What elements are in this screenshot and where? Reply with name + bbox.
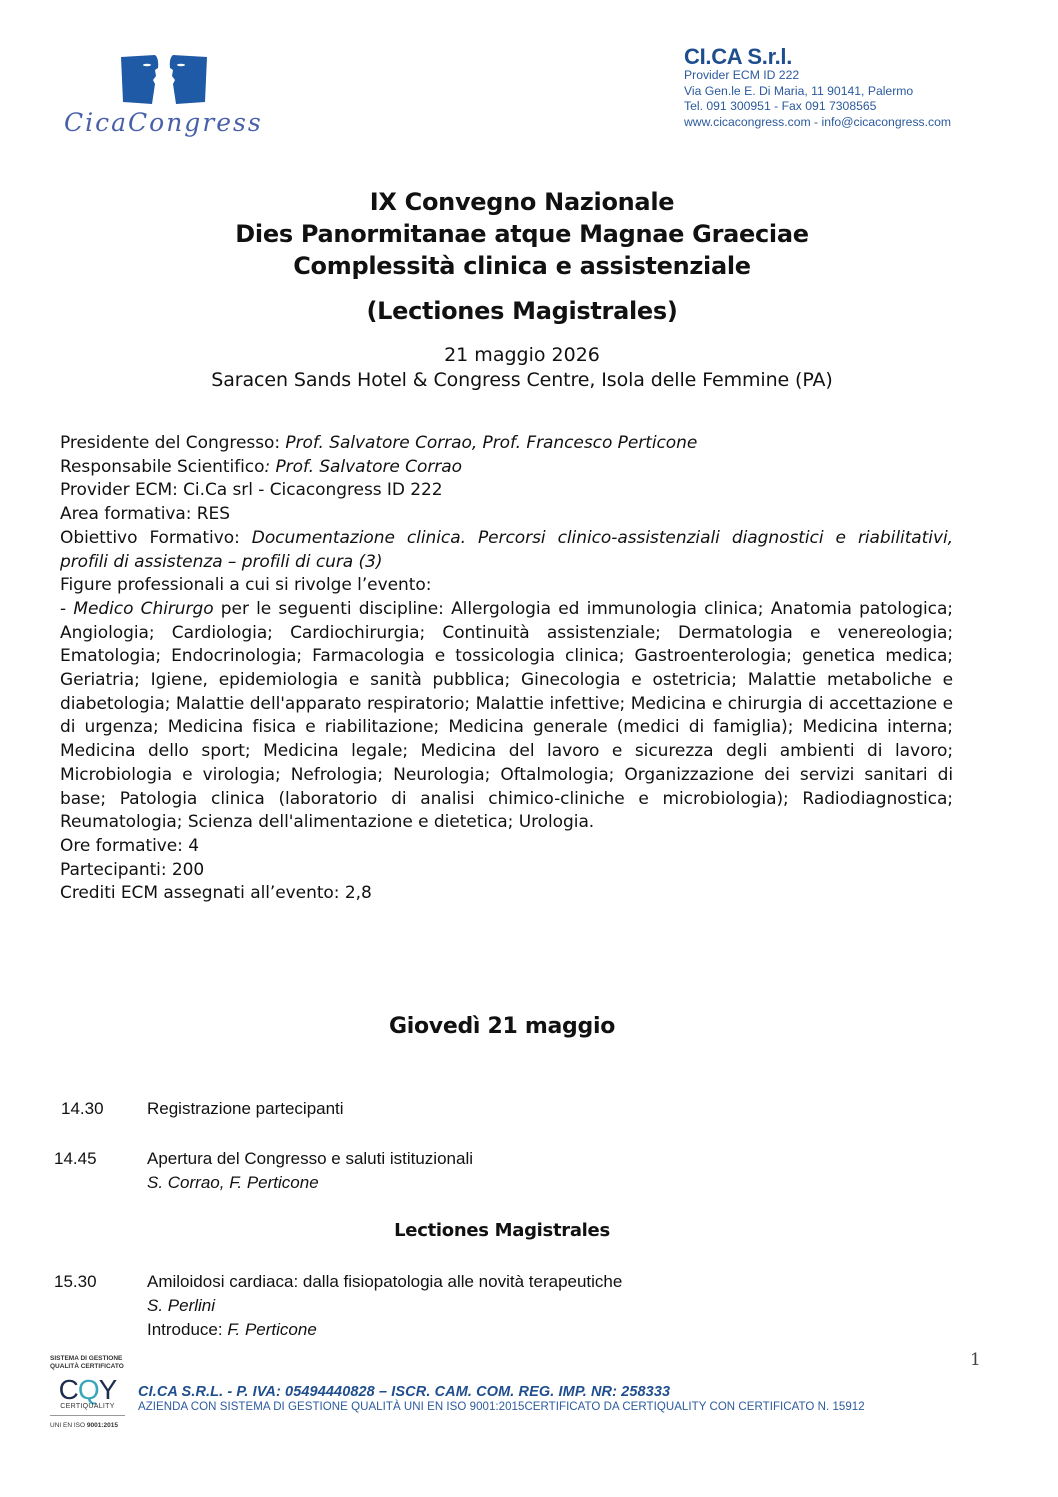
area-formativa: Area formativa: RES [60,504,230,525]
provider-phone: Tel. 091 300951 - Fax 091 7308565 [684,99,877,113]
certiquality-logo [50,1355,125,1429]
scientific-value: : Prof. Salvatore Corrao [264,456,462,477]
disciplines-prefix: - [60,598,74,619]
event-info [60,432,953,906]
logo-wordmark: CicaCongress [64,108,263,137]
footer-legal [138,1384,865,1414]
president-value: Prof. Salvatore Corrao, Prof. Francesco Perticone [285,433,698,453]
participants: Partecipanti: 200 [60,859,205,880]
schedule-title: Registrazione partecipanti [147,1099,344,1118]
cert-brand: CERTIQUALITY [60,1403,115,1410]
title-subtitle: (Lectiones Magistrales) [366,297,678,325]
footer-company-line: CI.CA S.R.L. - P. IVA: 05494440828 – ISCR. CAM. COM. REG. IMP. NR: 258333 [138,1384,671,1400]
lecture-time: 15.30 [54,1272,97,1291]
schedule-body [147,1147,473,1195]
cert-line-1: SISTEMA DI GESTIONE [50,1355,123,1362]
cert-line-2: QUALITÀ CERTIFICATO [50,1363,124,1370]
schedule-speakers: S. Corrao, F. Perticone [147,1173,319,1192]
cert-divider [50,1415,125,1416]
cert-iso [50,1422,125,1429]
lecture-intro [147,1318,622,1342]
disciplines-text: per le seguenti discipline: Allergologia ed immunologia clinica; Anatomia patologica; Angiologia; Cardiologia; Cardiochirurgia; Continuità assistenziale; Dermatologia e venereologia; Ematologia; Endocrinologia; Farmacologia e tossicologia clinica; Gastroenterologia; genetica medica; Geriatria; Igiene, epidemiologia e sanità pubblica; Ginecologia e ostetricia; Malattie metaboliche e diabetologia; Malattie dell'apparato respiratorio; Malattie infettive; Medicina e chirurgia di accettazione e di urgenza; Medicina fisica e riabilitazione; Medicina generale (medici di famiglia); Medicina interna; Medicina dello sport; Medicina legale; Medicina del lavoro e sicurezza degli ambienti di lavoro; Microbiologia e virologia; Nefrologia; Neurologia; Oftalmologia; Organizzazione dei servizi sanitari di base; Patologia clinica (laboratorio di analisi chimico-cliniche e microbiologia); Radiodiagnostica; Reumatologia; Scienza dell'alimentazione e dietetica; Urologia. [60,598,953,833]
objective-value: Documentazione clinica. Percorsi clinico-assistenziali diagnostici e riabilitativi, profili di assistenza – profili di cura (3) [60,527,953,572]
cqy-c: C [58,1374,78,1405]
provider-info [684,46,951,130]
intro-label: Introduce: [147,1320,228,1339]
schedule-time: 14.30 [61,1099,104,1118]
objective-label: Obiettivo Formativo: [60,527,252,548]
training-hours: Ore formative: 4 [60,835,199,856]
lecture-speaker: S. Perlini [147,1296,216,1315]
provider-ecm-id: Provider ECM ID 222 [684,68,800,82]
scientific-label: Responsabile Scientifico [60,456,265,477]
provider-address: Via Gen.le E. Di Maria, 11 90141, Palermo [684,83,914,98]
provider-web-email: www.cicacongress.com - info@cicacongress.com [684,114,952,129]
figures-label: Figure professionali a cui si rivolge l’evento: [60,575,432,596]
objective-row [60,527,953,574]
president-label: Presidente del Congresso: [60,433,286,453]
section-heading: Lectiones Magistrales [394,1220,610,1241]
title-line-3: Complessità clinica e assistenziale [293,252,751,280]
disciplines-list [60,598,953,835]
intro-name: F. Perticone [227,1320,317,1339]
title-line-1: IX Convegno Nazionale [369,188,675,216]
provider-name: CI.CA S.r.l. [684,44,793,69]
figures-role: Medico Chirurgo [73,598,214,619]
schedule-time: 14.45 [54,1149,97,1168]
cqy-icon [50,1375,125,1405]
title-line-2: Dies Panormitanae atque Magnae Graeciae [235,220,809,248]
iso-prefix: UNI EN ISO [50,1422,87,1429]
day-heading: Giovedì 21 maggio [388,1014,616,1039]
lecture-body [147,1270,622,1342]
iso-number: 9001:2015 [86,1422,118,1429]
document-title-block [0,186,1044,392]
cicacongress-logo [62,46,292,146]
event-date: 21 maggio 2026 [444,344,600,366]
cqy-q: Q [77,1374,99,1405]
provider-ecm: Provider ECM: Ci.Ca srl - Cicacongress ID 222 [60,480,443,501]
lecture-title: Amiloidosi cardiaca: dalla fisiopatologia alle novità terapeutiche [147,1272,623,1291]
event-venue: Saracen Sands Hotel & Congress Centre, Isola delle Femmine (PA) [211,369,833,391]
footer-cert-line: AZIENDA CON SISTEMA DI GESTIONE QUALITÀ UNI EN ISO 9001:2015CERTIFICATO DA CERTIQUALITY CON CERTIFICATO N. 15912 [138,1401,865,1413]
schedule-title: Apertura del Congresso e saluti istituzionali [147,1149,474,1168]
faces-logo-icon [119,54,209,106]
president-row [60,432,953,456]
scientific-row [60,456,953,480]
cqy-y: Y [98,1374,117,1405]
page-number: 1 [970,1350,981,1370]
ecm-credits: Crediti ECM assegnati all’evento: 2,8 [60,883,372,904]
